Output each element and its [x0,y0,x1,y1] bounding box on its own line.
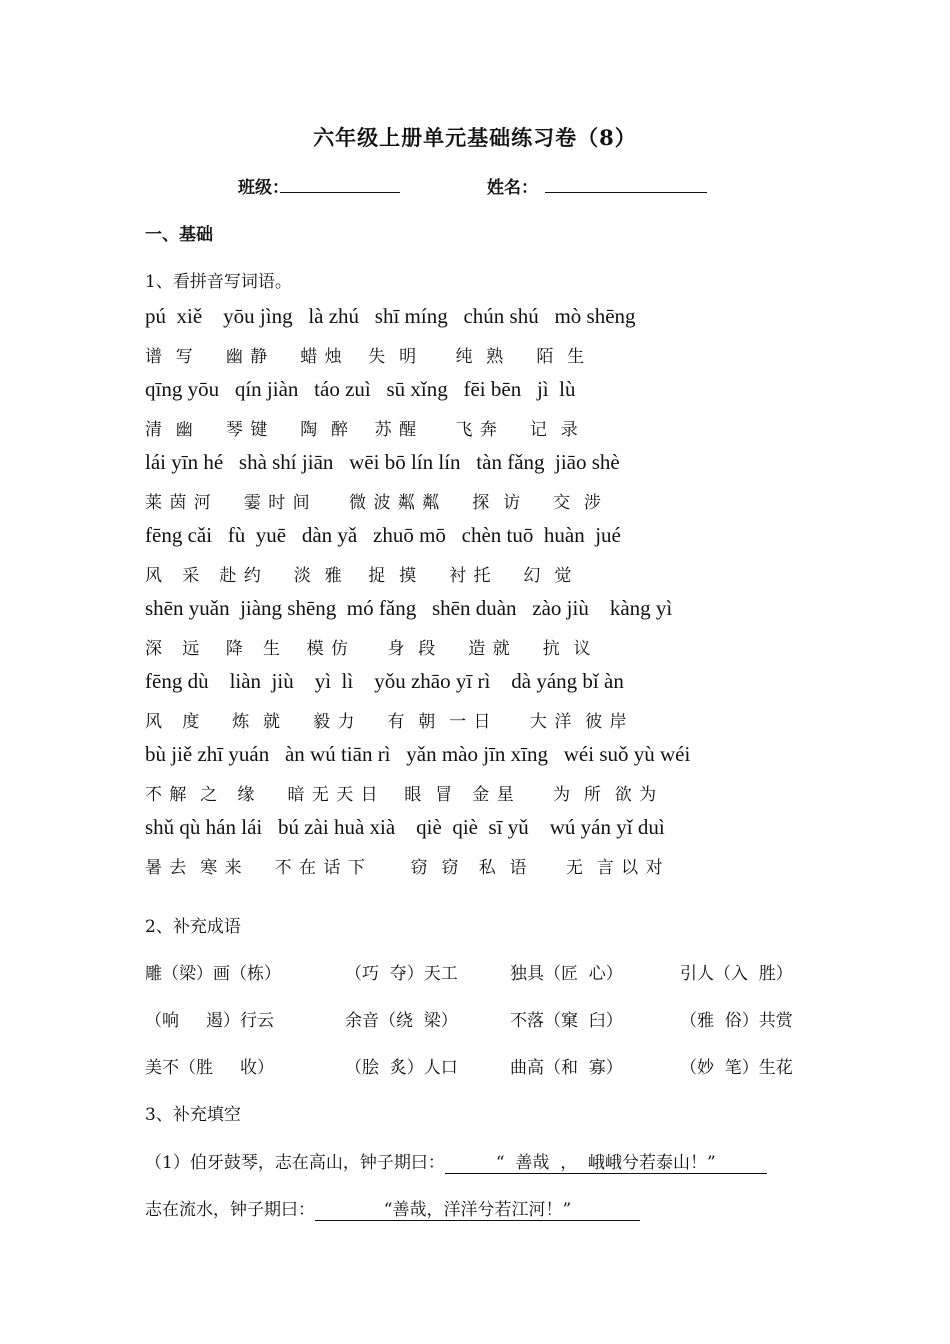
name-label: 姓名： [487,178,538,198]
idiom-item: 不落（窠 臼） [510,1011,623,1031]
section-heading: 一、基础 [145,225,213,245]
pinyin-row: qīng yōu qín jiàn táo zuì sū xǐng fēi bēn jì lù [145,377,576,401]
idiom-item: 余音（绕 梁） [345,1011,458,1031]
hanzi-row: 清 幽 琴 键 陶 醉 苏 醒 飞 奔 记 录 [145,420,579,440]
hanzi-row: 莱 茵 河 霎 时 间 微 波 粼 粼 探 访 交 涉 [145,493,602,513]
idiom-item: 美不（胜 收） [145,1058,275,1078]
idiom-item: 曲高（和 寡） [510,1058,623,1078]
question-1-prompt: 1、看拼音写词语。 [145,272,292,292]
hanzi-row: 暑 去 寒 来 不 在 话 下 窃 窃 私 语 无 言 以 对 [145,858,664,878]
hanzi-row: 风 采 赴 约 淡 雅 捉 摸 衬 托 幻 觉 [145,566,573,586]
idiom-item: （雅 俗）共赏 [680,1011,793,1031]
class-label: 班级： [238,178,289,198]
name-field[interactable] [545,192,707,193]
question-3-prompt: 3、补充填空 [145,1105,241,1125]
pinyin-row: shǔ qù hán lái bú zài huà xià qiè qiè sī yǔ wú yán yǐ duì [145,815,665,839]
pinyin-row: lái yīn hé shà shí jiān wēi bō lín lín tàn fǎng jiāo shè [145,450,620,474]
question-2-prompt: 2、补充成语 [145,917,241,937]
fill-blank-line-1 [145,1148,767,1174]
idiom-item: （响 遏）行云 [145,1011,275,1031]
idiom-item: 引人（入 胜） [680,964,793,984]
fill-blank-line-2 [145,1195,640,1221]
pinyin-row: bù jiě zhī yuán àn wú tiān rì yǎn mào jīn xīng wéi suǒ yù wéi [145,742,691,766]
idiom-item: 独具（匠 心） [510,964,623,984]
fill-prefix: 志在流水，钟子期曰： [145,1200,315,1220]
hanzi-row: 风 度 炼 就 毅 力 有 朝 一 日 大 洋 彼 岸 [145,712,628,732]
fill-prefix: （1）伯牙鼓琴，志在高山，钟子期曰： [145,1153,445,1173]
idiom-item: （巧 夺）天工 [345,964,458,984]
hanzi-row: 谱 写 幽 静 蜡 烛 失 明 纯 熟 陌 生 [145,347,586,367]
idiom-item: （脍 炙）人口 [345,1058,458,1078]
page-title: 六年级上册单元基础练习卷（8） [313,125,637,150]
answer-blank[interactable]: “ 善哉 ， 峨峨兮若泰山！” [445,1148,767,1174]
answer-blank[interactable]: “善哉，洋洋兮若江河！” [315,1195,640,1221]
hanzi-row: 深 远 降 生 模 仿 身 段 造 就 抗 议 [145,639,592,659]
pinyin-row: fēng dù liàn jiù yì lì yǒu zhāo yī rì dà yáng bǐ àn [145,669,624,693]
class-field[interactable] [280,192,400,193]
pinyin-row: fēng cǎi fù yuē dàn yǎ zhuō mō chèn tuō huàn jué [145,523,621,547]
hanzi-row: 不 解 之 缘 暗 无 天 日 眼 冒 金 星 为 所 欲 为 [145,785,658,805]
idiom-item: （妙 笔）生花 [680,1058,793,1078]
idiom-item: 雕（梁）画（栋） [145,964,281,984]
pinyin-row: pú xiě yōu jìng là zhú shī míng chún shú mò shēng [145,304,636,328]
pinyin-row: shēn yuǎn jiàng shēng mó fǎng shēn duàn zào jiù kàng yì [145,596,673,620]
